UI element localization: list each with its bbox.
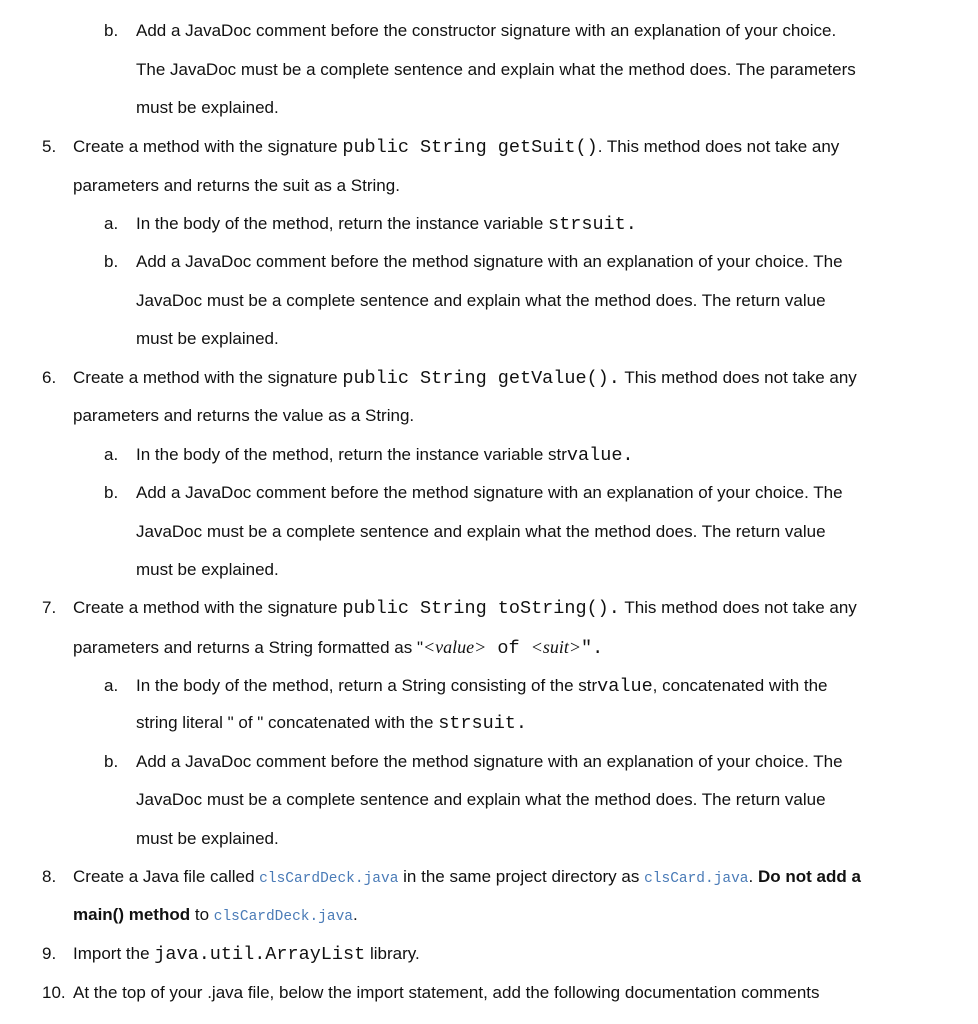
list-number: 5. [42,137,57,156]
text-line: must be explained. [136,829,279,848]
text: Create a method with the signature [73,368,338,387]
text-line: must be explained. [136,560,279,579]
text-line: Add a JavaDoc comment before the method signature with an explanation of your choice. The [136,483,843,502]
list-number: 7. [42,598,57,617]
text-line: JavaDoc must be a complete sentence and explain what the method does. The return value [136,522,826,541]
text-line: At the top of your .java file, below the import statement, add the following documentation comments [73,983,820,1002]
code-inline: java.util.ArrayList [154,944,366,965]
text-line [73,367,857,390]
code-inline: value [597,676,653,697]
text: Import the [73,944,150,963]
text: . This method does not take any [597,137,840,156]
text: library. [369,944,420,963]
code-signature: public String toString(). [342,598,620,619]
text: , concatenated with the [652,676,828,695]
list-marker: a. [104,445,119,464]
text: to [194,905,210,924]
text-line [136,675,828,698]
text: string literal " of " concatenated with the [136,713,434,732]
list-number: 8. [42,867,57,886]
text: . [748,867,754,886]
code-inline: strsuit. [438,713,528,734]
text-line [136,712,527,735]
text: . [353,905,358,924]
text-line: parameters and returns the value as a String. [73,406,415,425]
text: Create a method with the signature [73,137,338,156]
code-inline: strsuit. [548,214,637,235]
code-signature: public String getValue(). [342,368,620,389]
bold-text: Do not add a [757,867,861,886]
text-line: JavaDoc must be a complete sentence and explain what the method does. The return value [136,790,826,809]
list-marker: b. [104,752,119,771]
text-line [73,904,358,928]
text: Create a method with the signature [73,598,338,617]
text: In the body of the method, return the instance variable str [136,445,567,464]
text: in the same project directory as [403,867,640,886]
text-line: must be explained. [136,329,279,348]
text-line: Add a JavaDoc comment before the constructor signature with an explanation of your choice. [136,21,837,40]
code-signature: public String getSuit() [342,137,598,158]
filename-clscard: clsCard.java [644,871,749,887]
list-marker: a. [104,214,119,233]
text-line [73,136,839,159]
text: ". [581,638,604,659]
text-line: Add a JavaDoc comment before the method signature with an explanation of your choice. The [136,252,843,271]
code-inline: value. [566,445,634,466]
list-marker: b. [104,21,119,40]
bold-text: main() method [73,905,191,924]
text-line [73,943,420,966]
text-line: The JavaDoc must be a complete sentence and explain what the method does. The parameters [136,60,856,79]
text: This method does not take any [624,368,857,387]
filename-clscarddeck: clsCardDeck.java [259,871,399,887]
placeholder-suit: <suit> [530,637,581,657]
text: Create a Java file called [73,867,255,886]
list-marker: a. [104,676,119,695]
text: This method does not take any [624,598,857,617]
filename-clscarddeck: clsCardDeck.java [213,909,353,925]
text-line [73,636,603,660]
text-line [73,866,861,890]
text-line: JavaDoc must be a complete sentence and explain what the method does. The return value [136,291,826,310]
text-line [73,597,857,620]
text: In the body of the method, return the instance variable [136,214,544,233]
list-marker: b. [104,252,119,271]
text: In the body of the method, return a String consisting of the str [136,676,598,695]
list-number: 9. [42,944,57,963]
text-line [136,213,637,236]
list-number: 6. [42,368,57,387]
code-of: of [486,638,531,659]
list-marker: b. [104,483,119,502]
text-line [136,444,634,467]
text-line: must be explained. [136,98,279,117]
text: parameters and returns a String formatted as " [73,638,423,657]
text-line: parameters and returns the suit as a String. [73,176,400,195]
text-line: Add a JavaDoc comment before the method signature with an explanation of your choice. The [136,752,843,771]
list-number: 10. [42,983,66,1002]
placeholder-value: <value> [422,637,487,657]
